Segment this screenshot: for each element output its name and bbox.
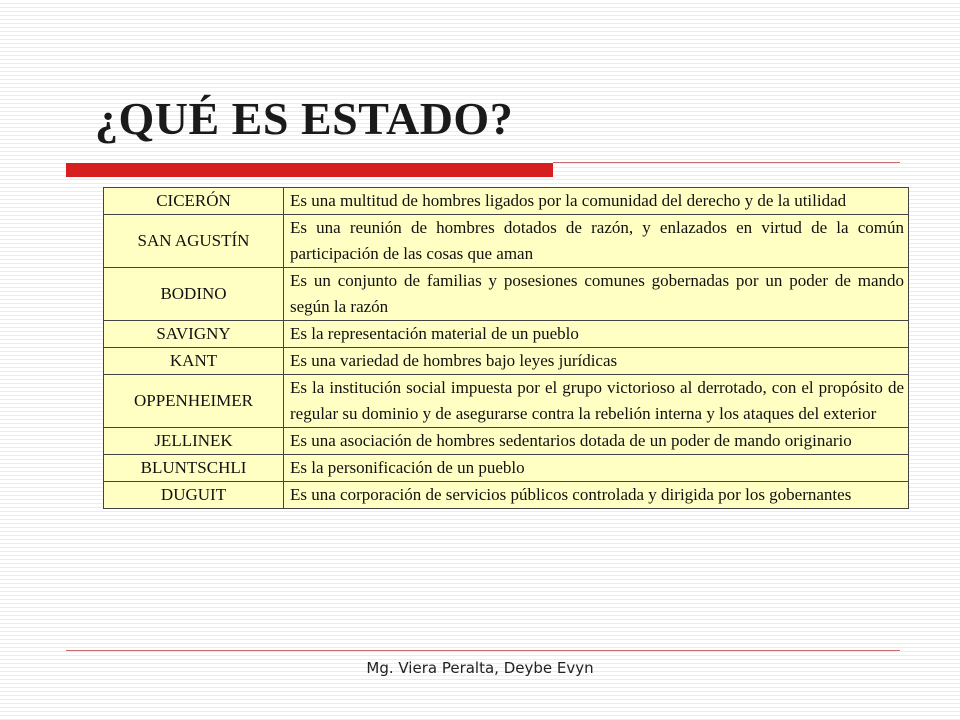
- author-cell: SAN AGUSTÍN: [104, 215, 284, 268]
- table-row: [104, 455, 909, 482]
- table-row: [104, 321, 909, 348]
- table-row: [104, 348, 909, 375]
- definition-cell: Es la institución social impuesta por el grupo victorioso al derrotado, con el propósito de regular su dominio y de asegurarse contra la rebelión interna y los ataques del exterior: [284, 375, 909, 428]
- definition-cell: Es un conjunto de familias y posesiones comunes gobernadas por un poder de mando según la razón: [284, 268, 909, 321]
- title-accent-bar: [66, 163, 553, 177]
- slide-footer: Mg. Viera Peralta, Deybe Evyn: [366, 659, 594, 677]
- definition-cell: Es una asociación de hombres sedentarios dotada de un poder de mando originario: [284, 428, 909, 455]
- definition-cell: Es una variedad de hombres bajo leyes jurídicas: [284, 348, 909, 375]
- definition-cell: Es una reunión de hombres dotados de razón, y enlazados en virtud de la común participación de las cosas que aman: [284, 215, 909, 268]
- author-cell: KANT: [104, 348, 284, 375]
- table-row: [104, 215, 909, 268]
- author-cell: JELLINEK: [104, 428, 284, 455]
- definition-cell: Es la personificación de un pueblo: [284, 455, 909, 482]
- definition-cell: Es la representación material de un pueblo: [284, 321, 909, 348]
- footer-divider-line: [66, 650, 900, 651]
- author-cell: SAVIGNY: [104, 321, 284, 348]
- definition-cell: Es una multitud de hombres ligados por la comunidad del derecho y de la utilidad: [284, 188, 909, 215]
- table-row: [104, 375, 909, 428]
- slide-title: ¿QUÉ ES ESTADO?: [95, 93, 514, 144]
- table-row: [104, 268, 909, 321]
- table-row: [104, 428, 909, 455]
- title-divider-line: [553, 162, 900, 163]
- definitions-table: [103, 187, 909, 509]
- author-cell: BLUNTSCHLI: [104, 455, 284, 482]
- author-cell: OPPENHEIMER: [104, 375, 284, 428]
- table-row: [104, 188, 909, 215]
- table-row: [104, 482, 909, 509]
- author-cell: BODINO: [104, 268, 284, 321]
- author-cell: CICERÓN: [104, 188, 284, 215]
- definition-cell: Es una corporación de servicios públicos controlada y dirigida por los gobernantes: [284, 482, 909, 509]
- author-cell: DUGUIT: [104, 482, 284, 509]
